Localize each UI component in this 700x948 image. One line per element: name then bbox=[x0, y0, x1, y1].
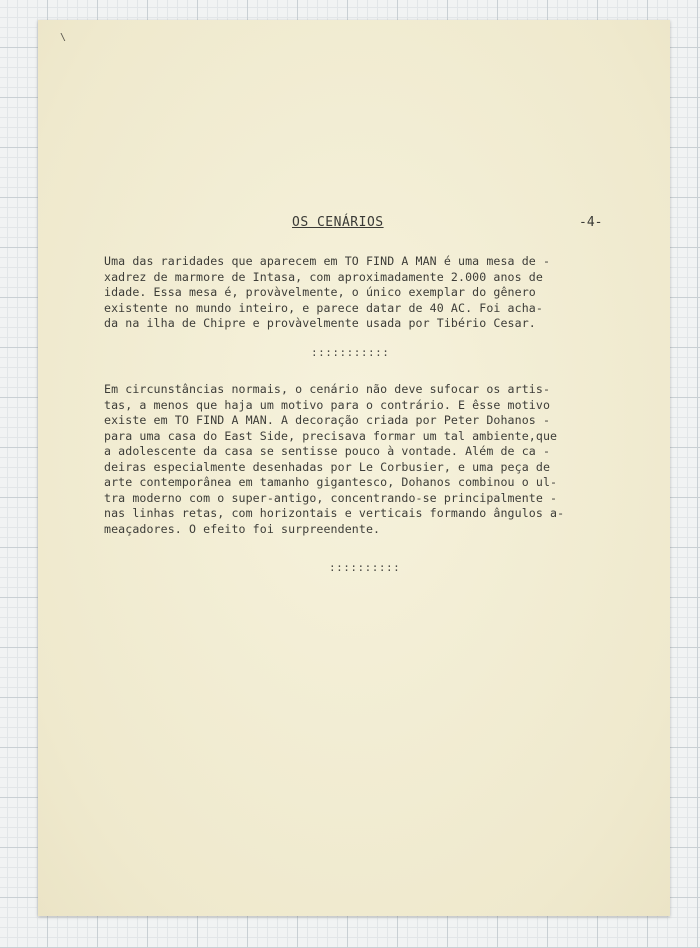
paragraph-line: meaçadores. O efeito foi surpreendente. bbox=[104, 521, 381, 536]
paragraph-line: da na ilha de Chipre e provàvelmente usada por Tibério Cesar. bbox=[104, 316, 536, 330]
paragraph-line: tas, a menos que haja um motivo para o contrário. E êsse motivo bbox=[104, 397, 551, 412]
paragraph-line: xadrez de marmore de Intasa, com aproximadamente 2.000 anos de bbox=[104, 269, 543, 284]
page-header bbox=[38, 215, 670, 233]
paragraph-line: tra moderno com o super-antigo, concentrando-se principalmente - bbox=[104, 490, 558, 505]
page-title: OS CENÁRIOS bbox=[292, 215, 384, 230]
paragraph-line: a adolescente da casa se sentisse pouco à vontade. Além de ca - bbox=[104, 444, 551, 458]
paragraph-line: existente no mundo inteiro, e parece datar de 40 AC. Foi acha- bbox=[104, 300, 543, 315]
paragraph-line: deiras especialmente desenhadas por Le Corbusier, e uma peça de bbox=[104, 459, 551, 474]
paragraph-line: Uma das raridades que aparecem em TO FIND A MAN é uma mesa de - bbox=[104, 254, 551, 268]
paragraph-line: Em circunstâncias normais, o cenário não deve sufocar os artis- bbox=[104, 382, 551, 396]
corner-mark: \ bbox=[60, 32, 67, 43]
paragraph-line: existe em TO FIND A MAN. A decoração criada por Peter Dohanos - bbox=[104, 413, 551, 427]
paragraph-line: para uma casa do East Side, precisava formar um tal ambiente,que bbox=[104, 428, 558, 443]
separator-2: :::::::::: bbox=[329, 561, 401, 574]
paragraph-line: idade. Essa mesa é, provàvelmente, o único exemplar do gênero bbox=[104, 285, 536, 299]
paragraph-line: arte contemporânea em tamanho gigantesco, Dohanos combinou o ul- bbox=[104, 475, 558, 489]
separator-1: ::::::::::: bbox=[311, 346, 390, 359]
paragraph-2 bbox=[104, 382, 624, 537]
document-page bbox=[38, 20, 670, 916]
page-number: -4- bbox=[579, 215, 603, 230]
paragraph-1 bbox=[104, 254, 624, 332]
paragraph-line: nas linhas retas, com horizontais e verticais formando ângulos a- bbox=[104, 506, 565, 520]
